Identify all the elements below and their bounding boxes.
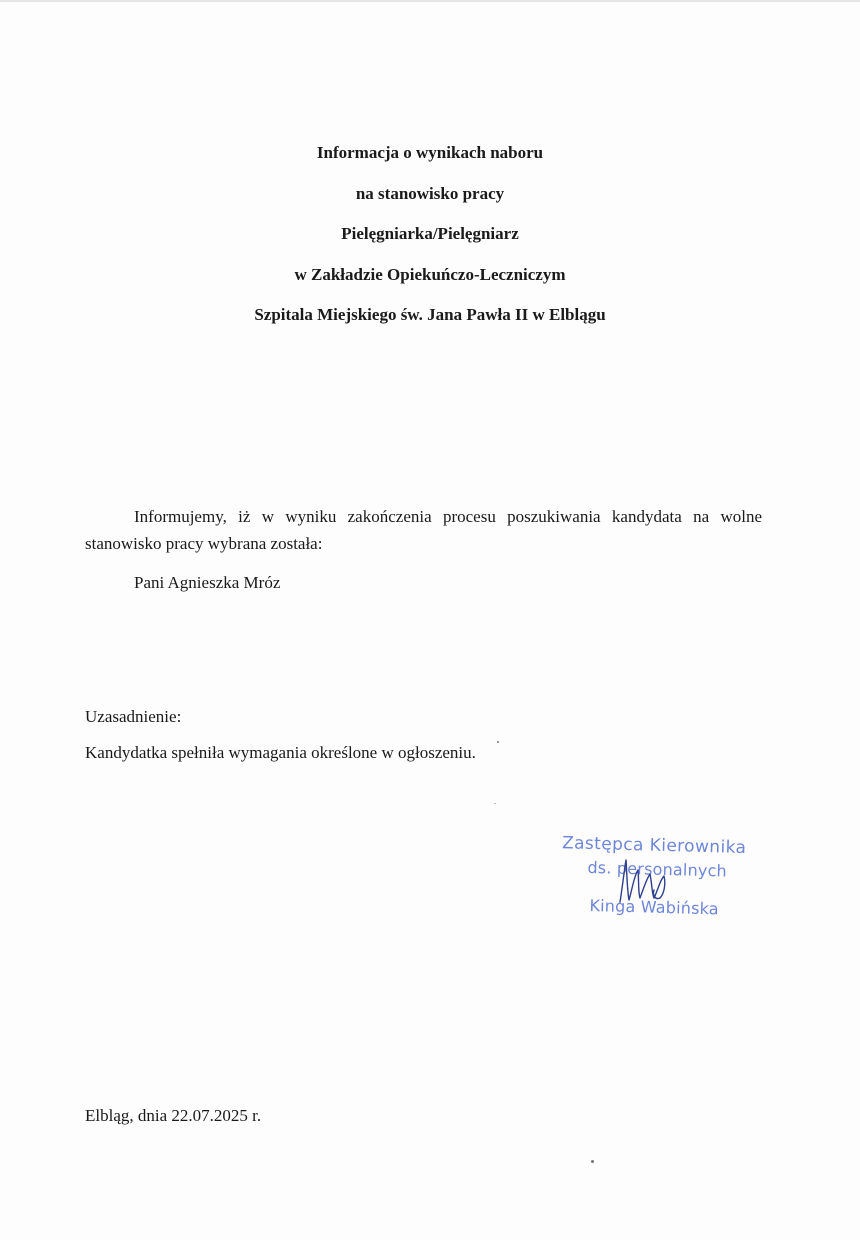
stamp-line-title: Zastępca Kierownika	[561, 833, 747, 859]
title-line-1: Informacja o wynikach naboru	[316, 143, 544, 162]
scan-speck	[494, 803, 496, 804]
justification-label: Uzasadnienie:	[85, 707, 182, 726]
place-and-date: Elbląg, dnia 22.07.2025 r.	[85, 1106, 262, 1125]
scan-speck	[591, 1160, 594, 1163]
title-line-5: Szpitala Miejskiego św. Jana Pawła II w Elblągu	[254, 305, 606, 324]
document-title	[0, 140, 860, 343]
intro-paragraph: Informujemy, iż w wyniku zakończenia procesu poszukiwania kandydata na wolne stanowisko pracy wybrana została:	[85, 507, 762, 553]
title-line-4: w Zakładzie Opiekuńczo-Leczniczym	[294, 264, 566, 284]
title-line-3: Pielęgniarka/Pielęgniarz	[341, 224, 519, 243]
scan-speck	[497, 741, 499, 743]
handwritten-signature	[612, 850, 672, 910]
justification-text: Kandydatka spełniła wymagania określone w ogłoszeniu.	[85, 743, 476, 762]
title-line-2: na stanowisko pracy	[355, 183, 505, 203]
stamp-line-department: ds. personalnych	[587, 857, 728, 881]
scan-edge	[0, 0, 860, 2]
stamp-line-name: Kinga Wabińska	[589, 895, 720, 919]
selected-candidate: Pani Agnieszka Mróz	[134, 573, 281, 592]
